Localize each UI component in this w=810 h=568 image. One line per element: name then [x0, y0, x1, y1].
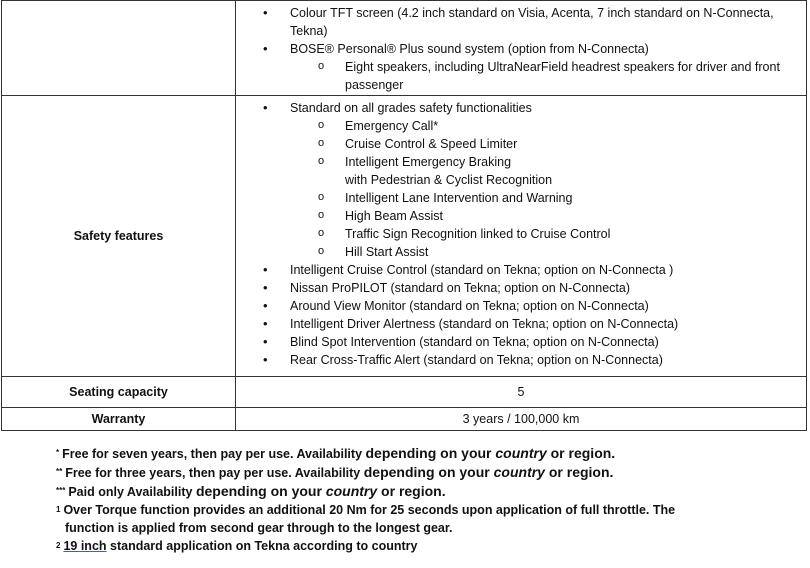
sub-list — [290, 58, 806, 94]
footnote-text: or region. — [377, 483, 446, 499]
empty-label-cell — [2, 1, 236, 96]
seating-capacity-value: 5 — [236, 377, 807, 408]
table-row — [2, 377, 807, 408]
sub-list-item: o Hill Start Assist — [345, 243, 806, 261]
bullet-list — [236, 96, 806, 369]
sub-list-text: with Pedestrian & Cyclist Recognition — [345, 173, 553, 187]
footnote-text: depending on your — [365, 445, 496, 461]
warranty-value: 3 years / 100,000 km — [236, 408, 807, 431]
safety-features-label: Safety features — [2, 96, 236, 377]
footnote — [56, 463, 796, 482]
seating-capacity-label: Seating capacity — [2, 377, 236, 408]
list-item: • Blind Spot Intervention (standard on Tekna; option on N-Connecta) — [290, 333, 806, 351]
footnote-emphasis: country — [325, 483, 378, 499]
infotainment-cell — [236, 1, 807, 96]
sub-list-item: o Traffic Sign Recognition linked to Cruise Control — [345, 225, 806, 243]
list-item: • Rear Cross-Traffic Alert (standard on Tekna; option on N-Connecta) — [290, 351, 806, 369]
footnote — [56, 501, 796, 537]
footnote-emphasis: country — [493, 464, 545, 480]
list-item-text: BOSE® Personal® Plus sound system (option from N-Connecta) — [290, 42, 649, 56]
table-row — [2, 1, 807, 96]
footnote-text: Paid only Availability — [68, 485, 196, 499]
footnote-mark: *** — [56, 486, 66, 495]
list-item: • Intelligent Driver Alertness (standard on Tekna; option on N-Connecta) — [290, 315, 806, 333]
list-item — [290, 99, 806, 261]
footnote-text: Free for seven years, then pay per use. Availability — [62, 447, 366, 461]
list-item: • Intelligent Cruise Control (standard on Tekna; option on N-Connecta ) — [290, 261, 806, 279]
footnote — [56, 537, 796, 555]
footnote-text: Free for three years, then pay per use. Availability — [65, 466, 364, 480]
list-item: • Colour TFT screen (4.2 inch standard on Visia, Acenta, 7 inch standard on N-Connecta, Tekna) — [290, 4, 806, 40]
sub-list-item: o Emergency Call* — [345, 117, 806, 135]
spec-table — [1, 0, 807, 431]
footnote-text: function is applied from second gear through to the longest gear. — [65, 521, 453, 535]
footnote-mark: 1 — [56, 505, 61, 514]
footnote-mark: 2 — [56, 541, 61, 550]
table-row — [2, 96, 807, 377]
footnote-text: or region. — [546, 445, 616, 461]
safety-features-cell — [236, 96, 807, 377]
table-row — [2, 408, 807, 431]
footnote-mark: * — [56, 448, 60, 457]
sub-list-text: Intelligent Emergency Braking — [345, 155, 512, 169]
list-item: • Nissan ProPILOT (standard on Tekna; option on N-Connecta) — [290, 279, 806, 297]
footnote — [56, 444, 796, 463]
footnote-text: depending on your — [195, 483, 326, 499]
footnotes — [56, 444, 796, 555]
safety-intro: Standard on all grades safety functionalities — [290, 101, 532, 115]
sub-list-item — [345, 153, 806, 189]
list-item — [290, 40, 806, 94]
footnote-text: Over Torque function provides an additional 20 Nm for 25 seconds upon application of full throttle. The — [63, 503, 676, 517]
sub-list — [290, 117, 806, 261]
list-item: • Around View Monitor (standard on Tekna; option on N-Connecta) — [290, 297, 806, 315]
sub-list-item: o Cruise Control & Speed Limiter — [345, 135, 806, 153]
sub-list-item: o High Beam Assist — [345, 207, 806, 225]
footnote-mark: ** — [56, 467, 63, 476]
footnote — [56, 482, 796, 501]
footnote-text: standard application on Tekna according to country — [106, 539, 418, 553]
bullet-list — [236, 1, 806, 94]
sub-list-item: o Intelligent Lane Intervention and Warning — [345, 189, 806, 207]
sub-list-item: o Eight speakers, including UltraNearField headrest speakers for driver and front passenger — [345, 58, 806, 94]
warranty-label: Warranty — [2, 408, 236, 431]
footnote-emphasis: country — [495, 445, 547, 461]
footnote-text: or region. — [544, 464, 614, 480]
footnote-underlined: 19 inch — [63, 539, 107, 553]
footnote-text: depending on your — [363, 464, 494, 480]
